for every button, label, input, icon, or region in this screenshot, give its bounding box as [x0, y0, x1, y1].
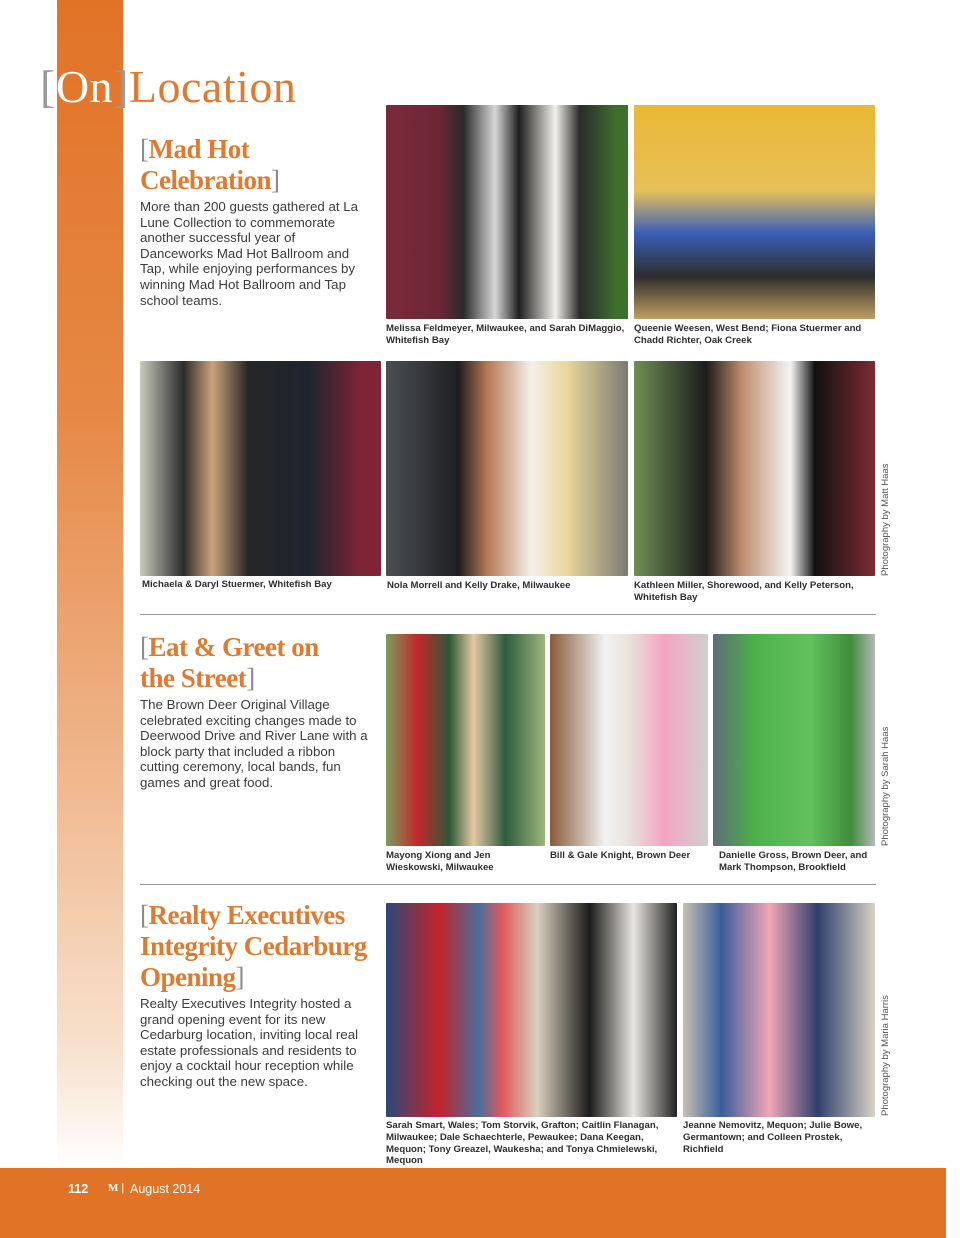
event-photo	[683, 903, 875, 1117]
section-text-mad-hot: More than 200 guests gathered at La Lune Collection to commemorate another successful year of Danceworks Mad Hot Ballroom and Tap, while enjoying performances by winning Mad Hot Ballroom and Tap school teams.	[140, 199, 359, 308]
title-location: Location	[128, 61, 297, 112]
photo-caption: Sarah Smart, Wales; Tom Storvik, Grafton; Caitlin Flanagan, Milwaukee; Dale Schaechterle, Pewaukee; Dana Keegan, Mequon; Tony Greazel, Waukesha; and Tonya Chmielewski, Mequon	[386, 1120, 659, 1167]
decorative-orange-strip	[57, 0, 123, 1170]
section-text-realty: Realty Executives Integrity hosted a grand opening event for its new Cedarburg location, inviting local real estate professionals and residents to enjoy a cocktail hour reception while checking out the new space.	[140, 996, 359, 1089]
photo-caption: Danielle Gross, Brown Deer, and Mark Thompson, Brookfield	[719, 850, 868, 873]
photo-caption: Bill & Gale Knight, Brown Deer	[550, 850, 691, 861]
photo-caption: Queenie Weesen, West Bend; Fiona Stuermer and Chadd Richter, Oak Creek	[634, 323, 862, 346]
page-number: 112	[68, 1182, 89, 1196]
event-photo	[634, 361, 875, 576]
page-title	[40, 60, 296, 113]
photo-credit: Photography by Matt Haas	[880, 463, 891, 576]
photo-caption: Melissa Feldmeyer, Milwaukee, and Sarah DiMaggio, Whitefish Bay	[386, 323, 625, 346]
photo-caption: Mayong Xiong and Jen Wieskowski, Milwaukee	[386, 850, 494, 873]
event-photo	[386, 361, 628, 576]
footer-bar	[0, 1168, 946, 1238]
title-bracket-open: [	[40, 61, 56, 112]
section-divider	[140, 614, 876, 615]
title-on: On	[55, 61, 114, 112]
title-bracket-close: ]	[113, 61, 129, 112]
event-photo	[386, 105, 628, 319]
event-photo	[713, 634, 875, 846]
issue-date: August 2014	[130, 1182, 201, 1196]
photo-caption: Kathleen Miller, Shorewood, and Kelly Peterson, Whitefish Bay	[634, 580, 854, 603]
footer-margin	[946, 1168, 960, 1238]
section-heading-mad-hot: [Mad Hot Celebration]	[140, 134, 280, 195]
section-divider	[140, 884, 876, 885]
photo-caption: Jeanne Nemovitz, Mequon; Julie Bowe, Germantown; and Colleen Prostek, Richfield	[683, 1120, 863, 1155]
photo-caption: Michaela & Daryl Stuermer, Whitefish Bay	[142, 579, 332, 590]
event-photo	[386, 634, 545, 846]
event-photo	[386, 903, 677, 1117]
section-heading-realty: [Realty Executives Integrity Cedarburg Opening]	[140, 900, 367, 992]
event-photo	[140, 361, 381, 576]
event-photo	[634, 105, 875, 319]
photo-credit: Photography by Sarah Haas	[880, 726, 891, 846]
event-photo	[550, 634, 708, 846]
photo-caption: Nola Morrell and Kelly Drake, Milwaukee	[387, 580, 571, 591]
section-text-eat-greet: The Brown Deer Original Village celebrated exciting changes made to Deerwood Drive and River Lane with a block party that included a ribbon cutting ceremony, local bands, fun games and great food.	[140, 697, 368, 790]
magazine-logo: M |	[108, 1182, 125, 1194]
photo-credit: Photography by Maria Harris	[880, 995, 891, 1116]
section-heading-eat-greet: [Eat & Greet on the Street]	[140, 632, 319, 693]
